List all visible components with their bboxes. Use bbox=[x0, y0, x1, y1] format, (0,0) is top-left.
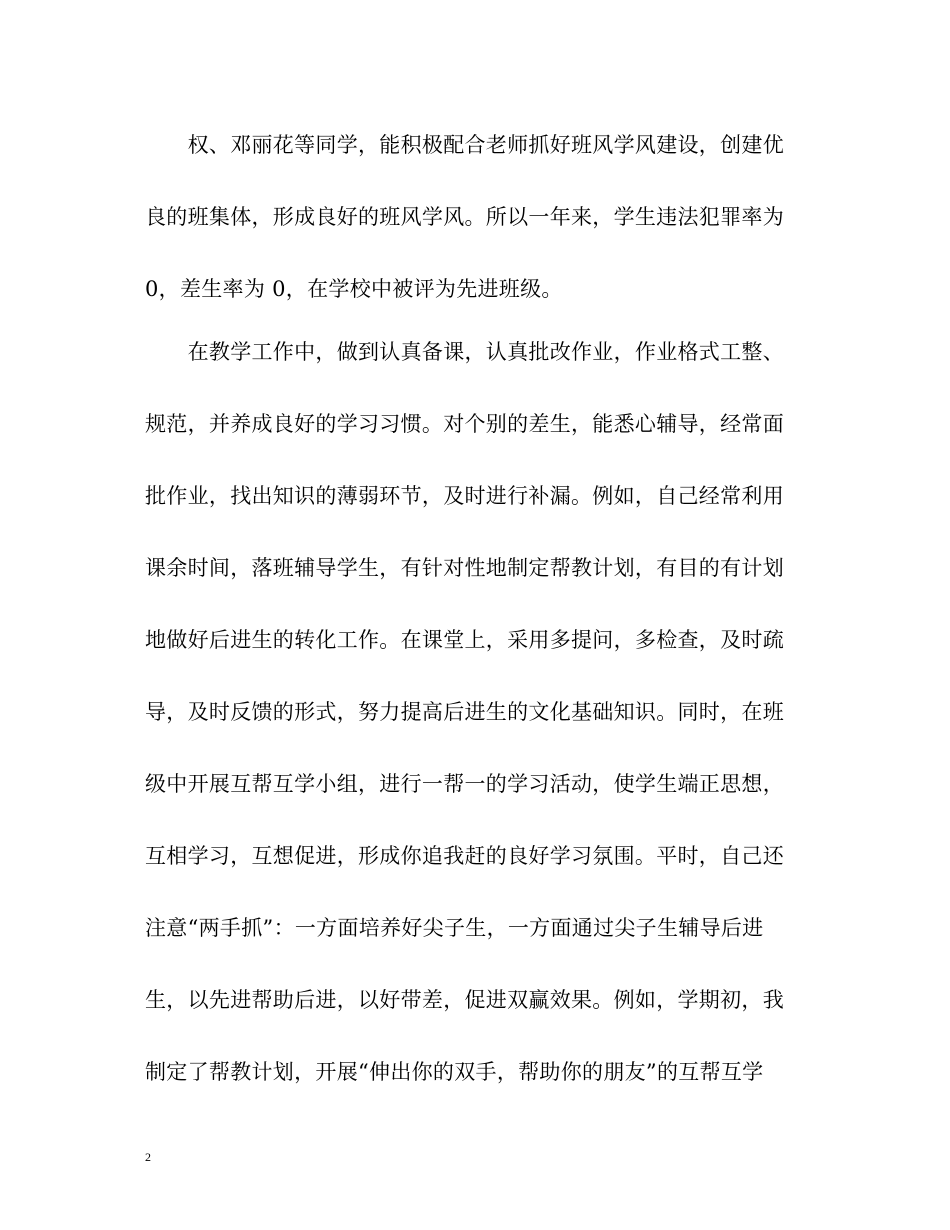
text-line: 良的班集体，形成良好的班风学风。所以一年来，学生违法犯罪率为 bbox=[145, 205, 784, 229]
text-line: 0，差生率为 0，在学校中被评为先进班级。 bbox=[145, 277, 563, 301]
text-line: 导，及时反馈的形式，努力提高后进生的文化基础知识。同时，在班 bbox=[145, 700, 784, 724]
text-line: 课余时间，落班辅导学生，有针对性地制定帮教计划，有目的有计划 bbox=[145, 556, 784, 580]
text-line: 互相学习，互想促进，形成你追我赶的良好学习氛围。平时，自己还 bbox=[145, 844, 784, 868]
page-number: 2 bbox=[145, 1150, 151, 1164]
text-line: 级中开展互帮互学小组，进行一帮一的学习活动，使学生端正思想， bbox=[145, 772, 784, 796]
text-line: 注意“两手抓”：一方面培养好尖子生，一方面通过尖子生辅导后进 bbox=[145, 916, 764, 940]
text-line: 规范，并养成良好的学习习惯。对个别的差生，能悉心辅导，经常面 bbox=[145, 412, 784, 436]
text-line: 批作业，找出知识的薄弱环节，及时进行补漏。例如，自己经常利用 bbox=[145, 484, 784, 508]
text-line: 制定了帮教计划，开展“伸出你的双手，帮助你的朋友”的互帮互学 bbox=[145, 1060, 764, 1084]
text-line: 权、邓丽花等同学，能积极配合老师抓好班风学风建设，创建优 bbox=[145, 133, 784, 157]
text-line: 地做好后进生的转化工作。在课堂上，采用多提问，多检查，及时疏 bbox=[145, 628, 784, 652]
text-line: 在教学工作中，做到认真备课，认真批改作业，作业格式工整、 bbox=[145, 340, 784, 364]
text-line: 生，以先进帮助后进，以好带差，促进双赢效果。例如，学期初，我 bbox=[145, 988, 784, 1012]
